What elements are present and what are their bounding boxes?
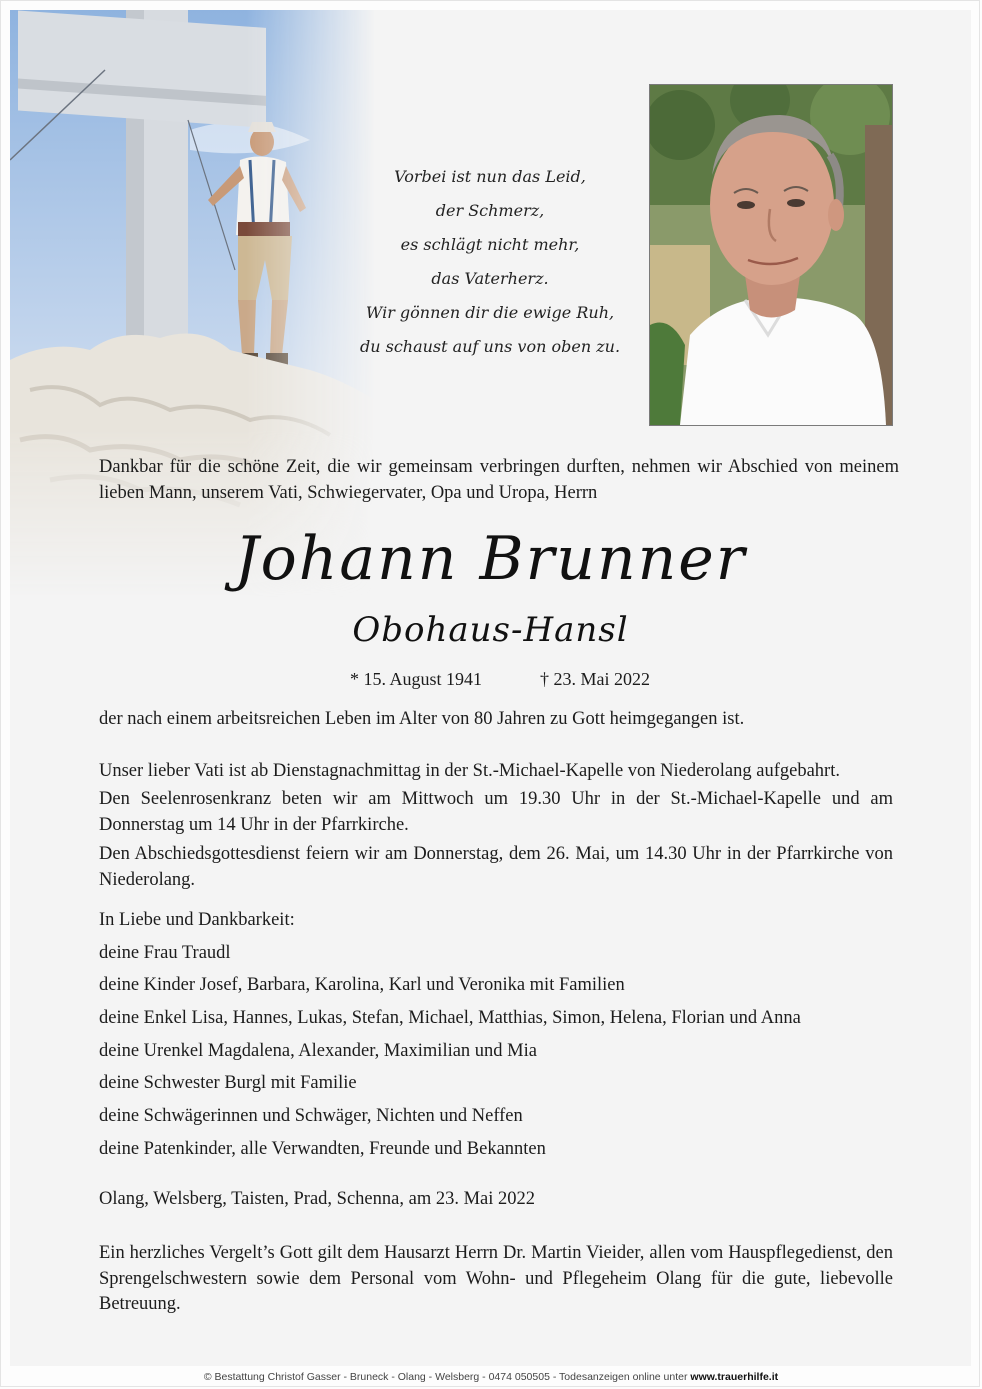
- poem-line: Vorbei ist nun das Leid,: [394, 167, 586, 186]
- passed-away-text: der nach einem arbeitsreichen Leben im Alter von 80 Jahren zu Gott heimgegangen ist.: [99, 709, 745, 729]
- place-and-date: Olang, Welsberg, Taisten, Prad, Schenna, am 23. Mai 2022: [99, 1189, 536, 1209]
- funeral-mass-text: Den Abschiedsgottesdienst feiern wir am Donnerstag, dem 26. Mai, um 14.30 Uhr in der Pfarrkirche von Niederolang.: [99, 844, 893, 890]
- thanks-text: Ein herzliches Vergelt’s Gott gilt dem Hausarzt Herrn Dr. Martin Vieider, allen vom Hauspflegedienst, den Sprengelschwestern sowie dem Personal vom Wohn- und Pflegeheim Olang für die gute, liebevolle Betreuung.: [99, 1243, 893, 1314]
- death-date: † 23. Mai 2022: [540, 669, 650, 689]
- footer-text: © Bestattung Christof Gasser - Bruneck - Olang - Welsberg - 0474 050505 - Todesanzeigen online unter: [203, 1371, 691, 1383]
- poem-line: der Schmerz,: [435, 201, 545, 220]
- mourner-line: deine Frau Traudl: [99, 942, 231, 963]
- intro-text: Dankbar für die schöne Zeit, die wir gemeinsam verbringen durften, nehmen wir Abschied von meinem lieben Mann, unserem Vati, Schwiegervater, Opa und Uropa, Herrn: [99, 457, 899, 503]
- mourner-line: deine Schwägerinnen und Schwäger, Nichten und Neffen: [99, 1106, 523, 1127]
- mourner-line: deine Schwester Burgl mit Familie: [99, 1073, 357, 1094]
- footer: [0, 1371, 982, 1383]
- poem-line: das Vaterherz.: [431, 269, 549, 288]
- rosary-text: Den Seelenrosenkranz beten wir am Mittwoch um 19.30 Uhr in der St.-Michael-Kapelle und am Donnerstag um 14 Uhr in der Pfarrkirche.: [99, 789, 893, 835]
- poem-line: du schaust auf uns von oben zu.: [359, 337, 621, 356]
- mourner-line: deine Enkel Lisa, Hannes, Lukas, Stefan, Michael, Matthias, Simon, Helena, Florian und Anna: [99, 1008, 801, 1029]
- lying-in-state-text: Unser lieber Vati ist ab Dienstagnachmittag in der St.-Michael-Kapelle von Niederolang aufgebahrt.: [99, 761, 840, 781]
- mourner-line: deine Urenkel Magdalena, Alexander, Maximilian und Mia: [99, 1040, 537, 1061]
- mourner-line: deine Kinder Josef, Barbara, Karolina, Karl und Veronika mit Familien: [99, 975, 625, 996]
- birth-date: * 15. August 1941: [350, 669, 483, 689]
- deceased-name: Johann Brunner: [234, 524, 747, 594]
- poem-line: Wir gönnen dir die ewige Ruh,: [365, 303, 615, 322]
- footer-website-link[interactable]: www.trauerhilfe.it: [690, 1371, 779, 1383]
- poem-line: es schlägt nicht mehr,: [400, 235, 580, 254]
- mourners-list: [99, 907, 899, 1169]
- obituary-card: [10, 10, 971, 1366]
- portrait-photo: [649, 84, 893, 426]
- mourner-line: deine Patenkinder, alle Verwandten, Freunde und Bekannten: [99, 1138, 546, 1159]
- deceased-nickname: Obohaus-Hansl: [352, 610, 629, 650]
- poem: [310, 160, 670, 364]
- mourners-heading: In Liebe und Dankbarkeit:: [99, 910, 295, 930]
